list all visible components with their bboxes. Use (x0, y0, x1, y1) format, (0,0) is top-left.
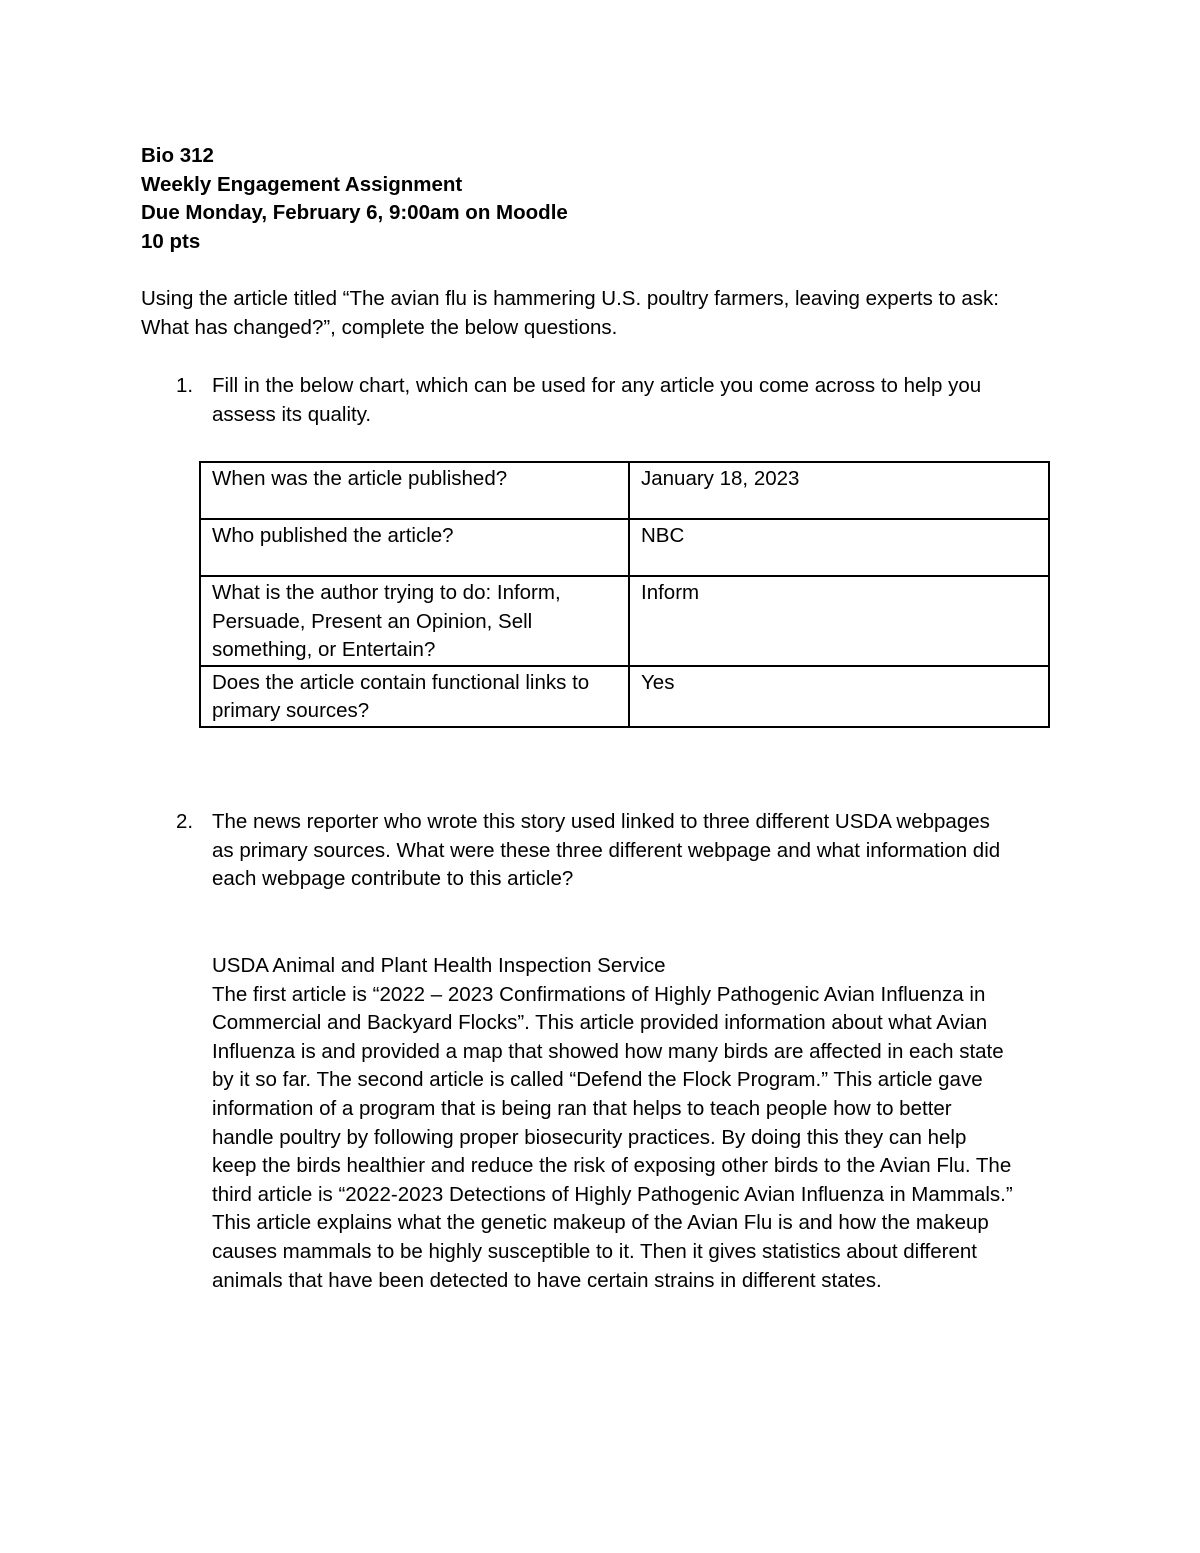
intro-line: What has changed?”, complete the below questions. (141, 315, 618, 339)
answer-2 (212, 952, 1072, 1295)
table-row (200, 462, 1049, 519)
question-number: 2. (176, 810, 194, 833)
answer-line: animals that have been detected to have certain strains in different states. (212, 1268, 882, 1292)
chart-answer: January 18, 2023 (641, 467, 800, 490)
answer-line: The first article is “2022 – 2023 Confirmations of Highly Pathogenic Avian Influenza in (212, 982, 986, 1006)
chart-answer-cell (629, 462, 1049, 519)
chart-question: Who published the article? (212, 524, 454, 547)
course-title: Bio 312 (141, 144, 214, 167)
chart-question: Persuade, Present an Opinion, Sell (212, 609, 533, 633)
answer-line: Commercial and Backyard Flocks”. This article provided information about what Avian (212, 1011, 988, 1035)
assignment-title: Weekly Engagement Assignment (141, 172, 463, 196)
chart-question: When was the article published? (212, 467, 508, 490)
chart-answer: NBC (641, 524, 685, 547)
question-number: 1. (176, 374, 194, 397)
chart-answer-cell (629, 576, 1049, 666)
intro-line: Using the article titled “The avian flu is hammering U.S. poultry farmers, leaving experts to ask: (141, 287, 999, 310)
question-line: as primary sources. What were these three different webpage and what information did (212, 838, 1001, 862)
answer-line: causes mammals to be highly susceptible to it. Then it gives statistics about different (212, 1239, 977, 1263)
chart-question-cell (200, 666, 629, 727)
question-line: each webpage contribute to this article? (212, 867, 574, 891)
table-row (200, 576, 1049, 666)
points: 10 pts (141, 229, 201, 253)
chart-answer-cell (629, 666, 1049, 727)
chart-question-cell (200, 576, 629, 666)
answer-line: third article is “2022-2023 Detections of Highly Pathogenic Avian Influenza in Mammals.” (212, 1182, 1013, 1206)
answer-line: USDA Animal and Plant Health Inspection Service (212, 954, 666, 977)
answer-line: keep the birds healthier and reduce the risk of exposing other birds to the Avian Flu. The (212, 1154, 1012, 1178)
intro-paragraph (141, 285, 1061, 342)
answer-line: by it so far. The second article is called “Defend the Flock Program.” This article gave (212, 1068, 983, 1092)
article-quality-chart (199, 461, 1050, 728)
answer-line: This article explains what the genetic makeup of the Avian Flu is and how the makeup (212, 1211, 989, 1235)
chart-question: Does the article contain functional links to (212, 670, 590, 694)
chart-answer: Yes (641, 670, 675, 694)
chart-question: something, or Entertain? (212, 638, 436, 662)
chart-question: primary sources? (212, 699, 370, 723)
assignment-header (141, 142, 568, 256)
answer-line: Influenza is and provided a map that showed how many birds are affected in each state (212, 1039, 1004, 1063)
chart-question-cell (200, 519, 629, 576)
question-text (212, 808, 1062, 894)
chart-answer-cell (629, 519, 1049, 576)
answer-line: information of a program that is being ran that helps to teach people how to better (212, 1096, 952, 1120)
question-line: Fill in the below chart, which can be used for any article you come across to help you (212, 374, 982, 397)
answer-line: handle poultry by following proper biosecurity practices. By doing this they can help (212, 1125, 967, 1149)
chart-answer: Inform (641, 581, 700, 604)
question-line: The news reporter who wrote this story used linked to three different USDA webpages (212, 810, 990, 833)
table-row (200, 666, 1049, 727)
chart-question-cell (200, 462, 629, 519)
table-row (200, 519, 1049, 576)
chart-question: What is the author trying to do: Inform, (212, 581, 561, 604)
due-date: Due Monday, February 6, 9:00am on Moodle (141, 201, 568, 225)
question-text (212, 372, 1062, 429)
question-line: assess its quality. (212, 402, 372, 426)
